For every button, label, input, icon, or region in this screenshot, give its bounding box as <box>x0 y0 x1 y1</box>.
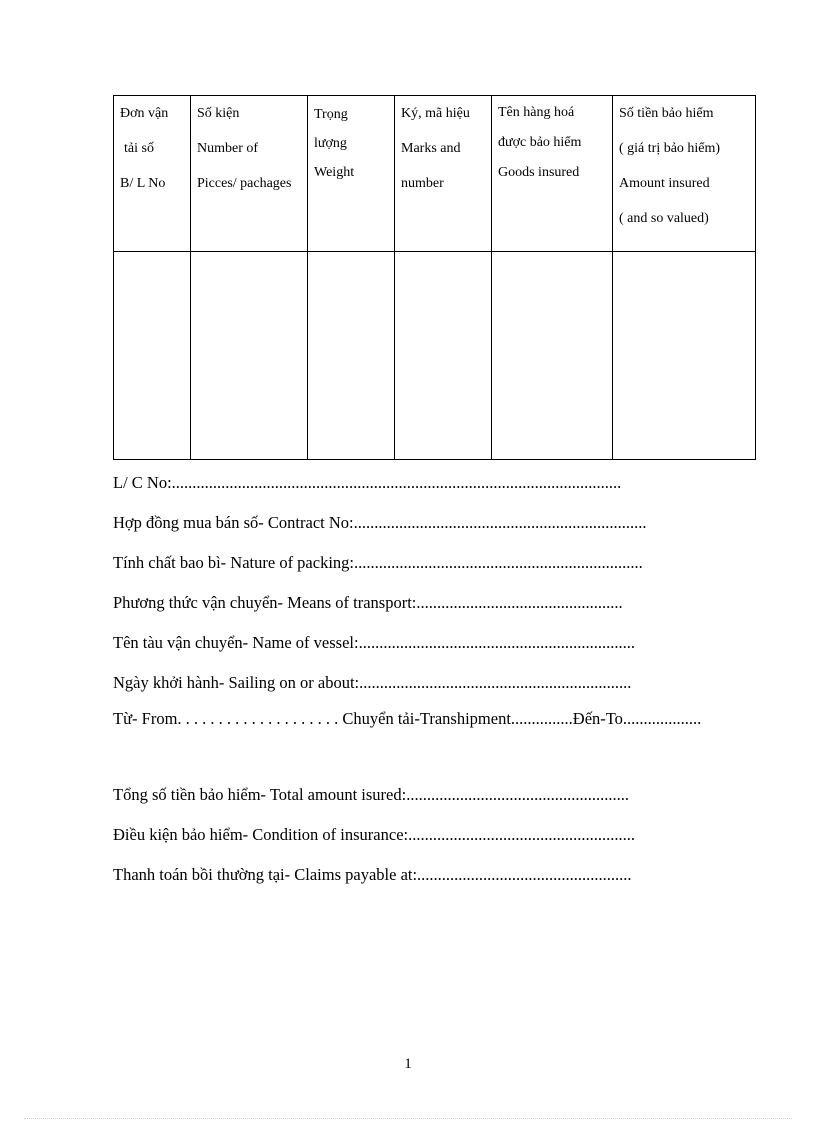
header-line: Tên hàng hoá <box>498 105 575 120</box>
header-line: Trọng <box>314 107 348 122</box>
header-cell-amount <box>613 96 756 252</box>
header-line: number <box>401 176 444 191</box>
header-cell-bl-no <box>114 96 191 252</box>
total-amount-field[interactable]: Tổng số tiền bảo hiểm- Total amount isured:...................................................... <box>113 785 629 804</box>
header-line: Weight <box>314 165 355 180</box>
claims-payable-field[interactable]: Thanh toán bồi thường tại- Claims payable at:.................................................... <box>113 865 632 884</box>
header-line: Picces/ pachages <box>197 176 292 191</box>
entry-cell-marks[interactable] <box>395 252 492 460</box>
header-line: Goods insured <box>498 165 580 180</box>
sailing-date-field[interactable]: Ngày khởi hành- Sailing on or about:.................................................................. <box>113 673 632 692</box>
vessel-name-field[interactable]: Tên tàu vận chuyển- Name of vessel:................................................................... <box>113 633 635 652</box>
header-text <box>191 96 307 201</box>
table-entry-row <box>114 252 756 460</box>
header-line: ( and so valued) <box>619 211 709 226</box>
header-cell-weight <box>308 96 395 252</box>
header-text <box>492 96 612 188</box>
entry-cell-weight[interactable] <box>308 252 395 460</box>
insurance-condition-field[interactable]: Điều kiện bảo hiểm- Condition of insurance:....................................................... <box>113 825 635 844</box>
header-text <box>308 96 394 187</box>
packing-nature-field[interactable]: Tính chất bao bì- Nature of packing:...................................................................... <box>113 553 643 572</box>
insurance-cargo-table <box>113 95 756 460</box>
header-cell-goods <box>492 96 613 252</box>
header-line: Số tiền bảo hiểm <box>619 106 714 121</box>
header-line: Number of <box>197 141 259 156</box>
header-line: tải số <box>124 141 154 156</box>
header-line: B/ L No <box>120 176 166 191</box>
header-line: Marks and <box>401 141 461 156</box>
page-bottom-divider <box>24 1118 792 1119</box>
form-fields <box>113 463 758 895</box>
header-cell-marks <box>395 96 492 252</box>
entry-cell-goods[interactable] <box>492 252 613 460</box>
lc-number-field[interactable]: L/ C No:............................................................................................................. <box>113 473 622 492</box>
header-line: Amount insured <box>619 176 710 191</box>
page-number: 1 <box>404 1056 412 1072</box>
header-line: Đơn vận <box>120 106 169 121</box>
header-line: được bảo hiểm <box>498 135 582 150</box>
contract-number-field[interactable]: Hợp đồng mua bán số- Contract No:....................................................................... <box>113 513 647 532</box>
entry-cell-amount[interactable] <box>613 252 756 460</box>
entry-cell-pieces[interactable] <box>191 252 308 460</box>
entry-cell-bl-no[interactable] <box>114 252 191 460</box>
header-text <box>613 96 755 236</box>
table-header-row <box>114 96 756 252</box>
header-line: Ký, mã hiệu <box>401 106 470 121</box>
header-text <box>395 96 491 201</box>
header-text <box>114 96 190 201</box>
header-cell-pieces <box>191 96 308 252</box>
transport-means-field[interactable]: Phương thức vận chuyển- Means of transport:.................................................. <box>113 593 623 612</box>
header-line: Số kiện <box>197 106 240 121</box>
route-field[interactable]: Từ- From. . . . . . . . . . . . . . . . . . . . Chuyển tải-Transhipment...............Đến-To................... <box>113 709 702 728</box>
header-line: ( giá trị bảo hiểm) <box>619 141 721 156</box>
header-line: lượng <box>314 136 347 151</box>
